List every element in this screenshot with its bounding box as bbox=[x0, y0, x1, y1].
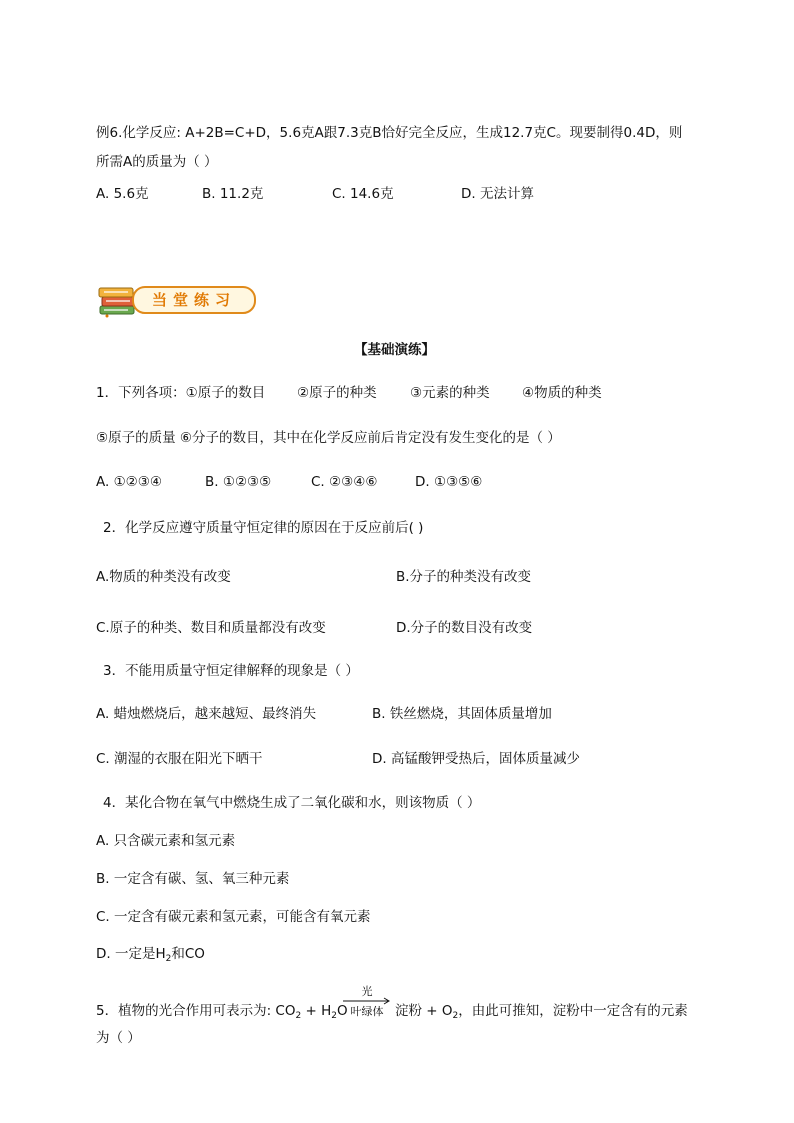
section-title: 【基础演练】 bbox=[354, 342, 435, 358]
q1-item-4: ④物质的种类 bbox=[522, 385, 602, 401]
example6-option-c: C. 14.6克 bbox=[332, 186, 394, 202]
q2-stem: 2．化学反应遵守质量守恒定律的原因在于反应前后( ) bbox=[103, 520, 424, 536]
example6-option-d: D. 无法计算 bbox=[461, 186, 534, 202]
q1-item-3: ③元素的种类 bbox=[410, 385, 490, 401]
example6-line2: 所需A的质量为（ ） bbox=[96, 154, 218, 170]
badge-label: 当堂练习 bbox=[132, 286, 256, 314]
q5-line1-right bbox=[395, 1001, 688, 1026]
q5-sub-o2: 2 bbox=[452, 1011, 459, 1021]
q2-option-d: D.分子的数目没有改变 bbox=[396, 620, 533, 636]
arrow-condition-top: 光 bbox=[361, 985, 373, 998]
q4-option-d-sub: 2 bbox=[165, 954, 172, 964]
q5-sub-co2: 2 bbox=[295, 1011, 302, 1021]
example6-line1: 例6.化学反应: A+2B=C+D，5.6克A跟7.3克B恰好完全反应，生成12.7克C。现要制得0.4D，则 bbox=[96, 125, 683, 141]
q4-option-b: B. 一定含有碳、氢、氧三种元素 bbox=[96, 871, 290, 887]
q4-option-d-prefix: D. 一定是H bbox=[96, 946, 166, 962]
arrow-condition-bottom: 叶绿体 bbox=[350, 1005, 384, 1018]
q4-option-a: A. 只含碳元素和氢元素 bbox=[96, 833, 236, 849]
q5-prefix: 5．植物的光合作用可表示为: CO bbox=[96, 1003, 296, 1019]
q5-line2: 为（ ） bbox=[96, 1030, 141, 1046]
q1-option-a: A. ①②③④ bbox=[96, 474, 162, 490]
q5-sub-h2: 2 bbox=[331, 1011, 337, 1021]
section-badge bbox=[96, 282, 256, 318]
q5-o: O bbox=[337, 1003, 348, 1019]
q3-stem: 3．不能用质量守恒定律解释的现象是（ ） bbox=[103, 663, 359, 679]
q2-option-c: C.原子的种类、数目和质量都没有改变 bbox=[96, 620, 326, 636]
q4-option-d-suffix: 和CO bbox=[171, 946, 205, 962]
reaction-arrow bbox=[342, 985, 392, 1025]
q1-option-b: B. ①②③⑤ bbox=[205, 474, 272, 490]
q5-suffix: ，由此可推知，淀粉中一定含有的元素 bbox=[458, 1003, 688, 1019]
q1-item-1: 1．下列各项：①原子的数目 bbox=[96, 385, 266, 401]
q1-item-2: ②原子的种类 bbox=[297, 385, 377, 401]
q1-option-d: D. ①③⑤⑥ bbox=[415, 474, 483, 490]
q3-option-c: C. 潮湿的衣服在阳光下晒干 bbox=[96, 751, 263, 767]
q4-stem: 4．某化合物在氧气中燃烧生成了二氧化碳和水，则该物质（ ） bbox=[103, 795, 481, 811]
q1-option-c: C. ②③④⑥ bbox=[311, 474, 378, 490]
arrow-icon bbox=[342, 997, 392, 1005]
q3-option-b: B. 铁丝燃烧，其固体质量增加 bbox=[372, 706, 552, 722]
q5-mid: + H bbox=[301, 1003, 332, 1019]
q1-line2: ⑤原子的质量 ⑥分子的数目，其中在化学反应前后肯定没有发生变化的是（ ） bbox=[96, 430, 561, 446]
q2-option-a: A.物质的种类没有改变 bbox=[96, 569, 231, 585]
example6-option-b: B. 11.2克 bbox=[202, 186, 264, 202]
q3-option-d: D. 高锰酸钾受热后，固体质量减少 bbox=[372, 751, 580, 767]
q3-option-a: A. 蜡烛燃烧后，越来越短、最终消失 bbox=[96, 706, 317, 722]
q5-after-arrow: 淀粉 + O bbox=[395, 1003, 453, 1019]
q4-option-c: C. 一定含有碳元素和氢元素，可能含有氧元素 bbox=[96, 909, 371, 925]
example6-option-a: A. 5.6克 bbox=[96, 186, 149, 202]
q5-line1-left bbox=[96, 1001, 348, 1026]
q2-option-b: B.分子的种类没有改变 bbox=[396, 569, 532, 585]
q4-option-d bbox=[96, 944, 205, 969]
